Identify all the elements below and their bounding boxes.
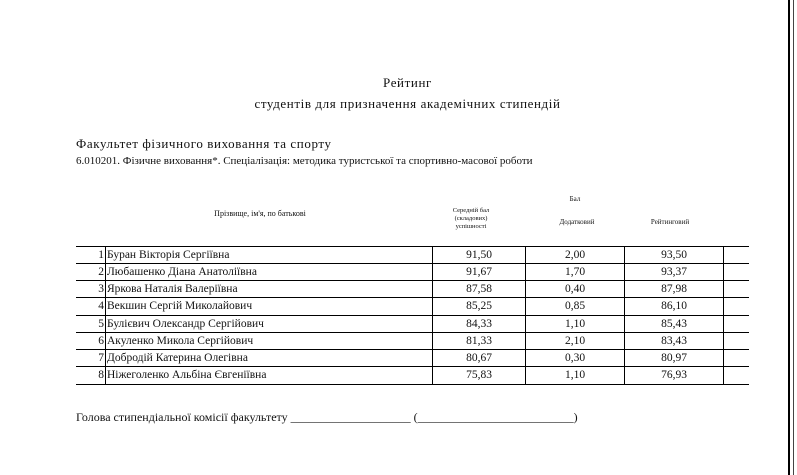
student-name: Акуленко Микола Сергійович <box>107 335 254 347</box>
average-score: 84,33 <box>466 318 492 330</box>
additional-score: 0,30 <box>564 352 586 364</box>
row-number: 1 <box>98 249 104 261</box>
row-number: 2 <box>98 266 104 278</box>
table-row <box>76 316 749 333</box>
row-number: 5 <box>98 318 104 330</box>
student-name: Любашенко Діана Анатоліївна <box>107 266 257 278</box>
table-row <box>76 333 749 350</box>
header-additional: Додатковий <box>559 218 595 226</box>
page-edge-shadow <box>793 0 794 475</box>
average-score: 91,67 <box>466 266 492 278</box>
rating-score: 76,93 <box>661 369 687 381</box>
student-name: Векшин Сергій Миколайович <box>107 300 253 312</box>
table-row <box>76 298 749 315</box>
rating-score: 93,50 <box>661 249 687 261</box>
average-score: 80,67 <box>466 352 492 364</box>
table-row <box>76 247 749 264</box>
row-divider <box>76 384 749 385</box>
student-name: Яркова Наталія Валеріївна <box>107 283 238 295</box>
row-number: 7 <box>98 352 104 364</box>
rating-score: 85,43 <box>661 318 687 330</box>
additional-score: 1,10 <box>564 369 586 381</box>
rating-score: 93,37 <box>661 266 687 278</box>
document-title: Рейтинг <box>383 75 432 90</box>
header-average: Середній бал (складових) успішності <box>452 207 490 230</box>
row-number: 4 <box>98 300 104 312</box>
additional-score: 0,85 <box>564 300 586 312</box>
additional-score: 1,10 <box>564 318 586 330</box>
student-name: Булієвич Олександр Сергійович <box>107 318 264 330</box>
average-score: 85,25 <box>466 300 492 312</box>
average-score: 81,33 <box>466 335 492 347</box>
table-row <box>76 367 749 384</box>
header-bal: Бал <box>569 195 581 203</box>
table-row <box>76 350 749 367</box>
average-score: 87,58 <box>466 283 492 295</box>
table-row <box>76 264 749 281</box>
student-name: Буран Вікторія Сергіївна <box>107 249 230 261</box>
rating-score: 86,10 <box>661 300 687 312</box>
average-score: 75,83 <box>466 369 492 381</box>
rating-table <box>76 246 749 386</box>
header-rating: Рейтинговий <box>650 218 690 226</box>
additional-score: 1,70 <box>564 266 586 278</box>
row-number: 8 <box>98 369 104 381</box>
additional-score: 2,00 <box>564 249 586 261</box>
student-name: Добродій Катерина Олегівна <box>107 352 248 364</box>
document-subtitle: студентів для призначення академічних стипендій <box>254 96 561 111</box>
rating-score: 87,98 <box>661 283 687 295</box>
specialty-line: 6.010201. Фізичне виховання*. Спеціалізація: методика туристської та спортивно-масової роботи <box>76 155 533 167</box>
student-name: Ніжеголенко Альбіна Євгеніївна <box>107 369 267 381</box>
faculty-line: Факультет фізичного виховання та спорту <box>76 136 332 151</box>
average-score: 91,50 <box>466 249 492 261</box>
rating-score: 83,43 <box>661 335 687 347</box>
page-edge <box>788 0 790 475</box>
header-name: Прізвище, ім'я, по батькові <box>214 209 306 218</box>
rating-score: 80,97 <box>661 352 687 364</box>
additional-score: 2,10 <box>564 335 586 347</box>
additional-score: 0,40 <box>564 283 586 295</box>
signature-line: Голова стипендіальної комісії факультету ____________________ (__________________________) <box>76 410 578 424</box>
table-row <box>76 281 749 298</box>
row-number: 3 <box>98 283 104 295</box>
row-number: 6 <box>98 335 104 347</box>
